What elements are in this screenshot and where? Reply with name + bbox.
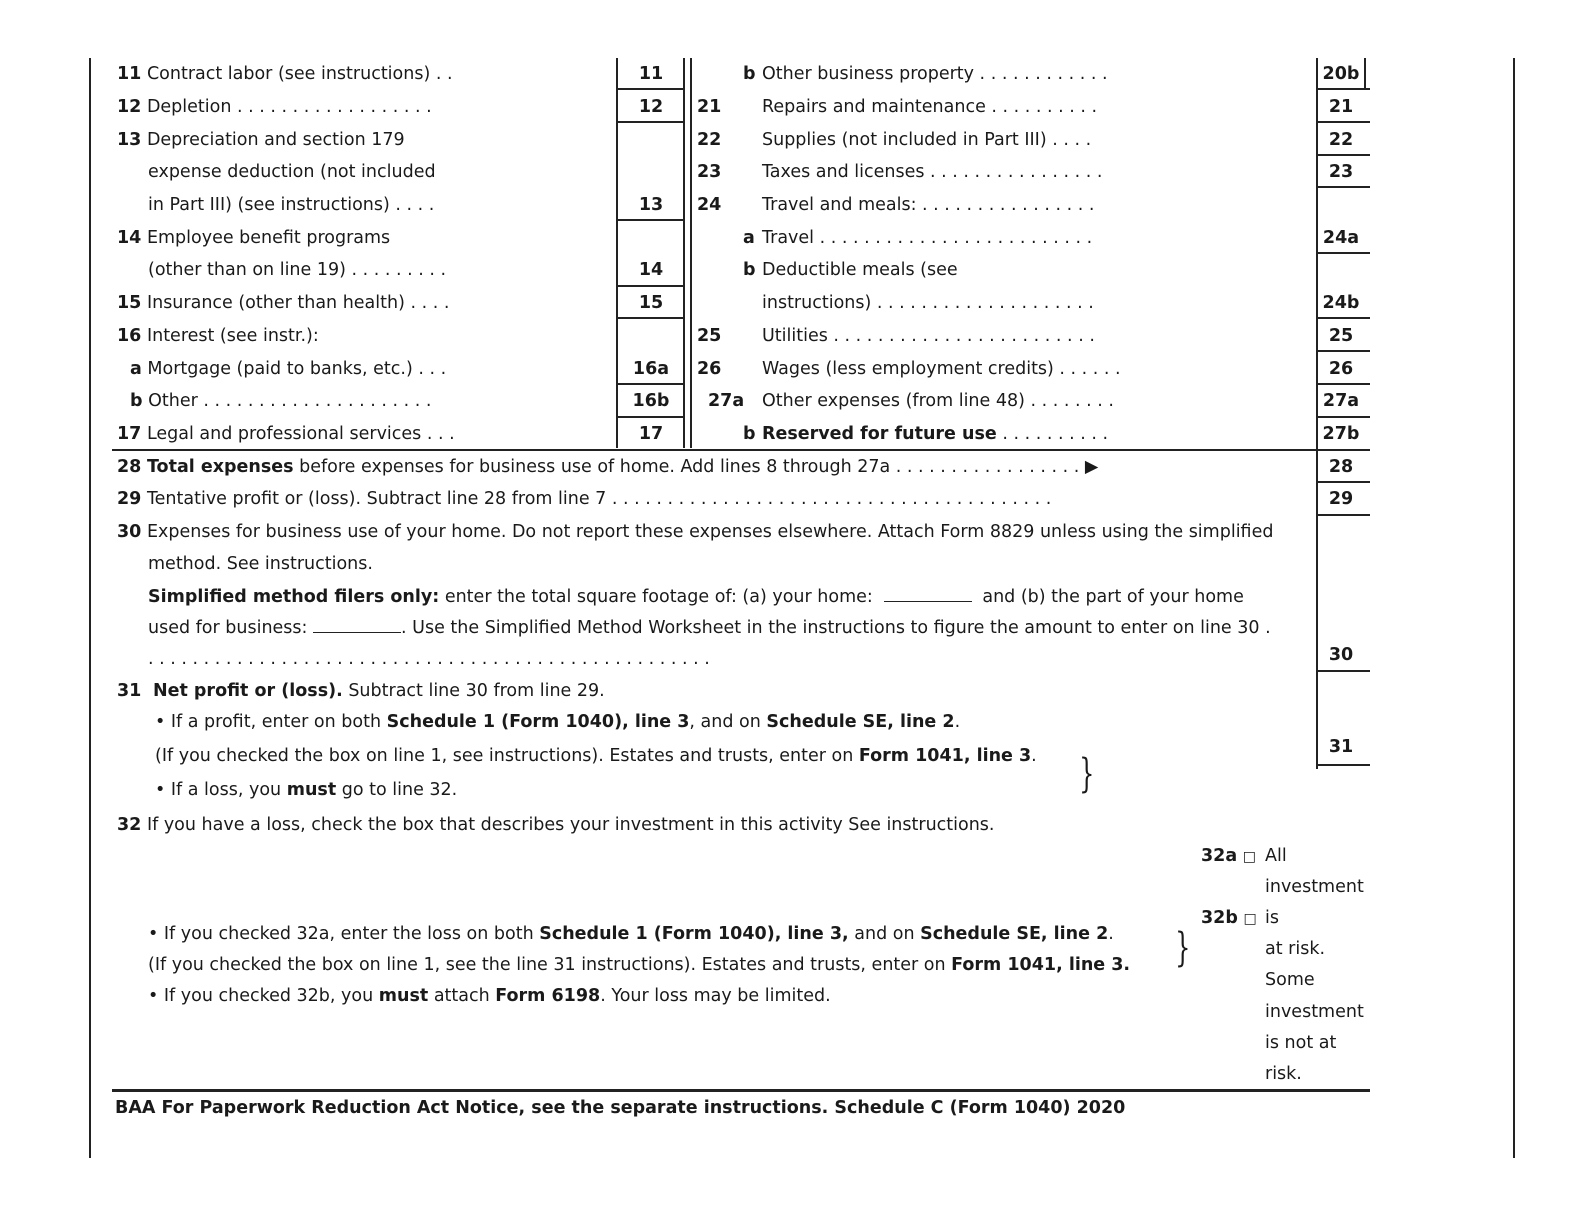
line-12-row	[117, 97, 432, 117]
line-number: 16	[117, 326, 142, 346]
text: . Your loss may be limited.	[600, 986, 831, 1006]
line-31-brace-icon: }	[1079, 751, 1095, 797]
line-27a-number: 27a	[708, 391, 745, 411]
line-30-simplified	[148, 585, 1244, 607]
text-bold: must	[286, 780, 337, 800]
line-21-label: Repairs and maintenance . . . . . . . . . .	[762, 97, 1098, 117]
text: and on	[848, 924, 921, 944]
line-27b-leader: . . . . . . . . . .	[996, 424, 1109, 444]
line-21-number: 21	[697, 97, 722, 117]
option-32a-text: at risk.	[1265, 939, 1326, 959]
line-number: 17	[117, 424, 142, 444]
line-28-label: before expenses for business use of home. Add lines 8 through 27a . . . . . . . . . . . . . . . . . ▶	[293, 457, 1099, 477]
amount-box-17[interactable]: 17	[638, 424, 664, 444]
option-32a[interactable]	[1201, 846, 1256, 867]
text: attach	[428, 986, 496, 1006]
line-label: Other . . . . . . . . . . . . . . . . . . . . .	[148, 391, 432, 411]
line-16b-row	[130, 391, 431, 411]
text-bold: Schedule SE, line 2	[920, 924, 1109, 944]
text-bold: Form 1041, line 3	[858, 746, 1032, 766]
text: (If you checked the box on line 1, see instructions). Estates and trusts, enter on	[155, 746, 859, 766]
line-15-row	[117, 293, 449, 313]
right-box-rule	[1316, 416, 1370, 418]
line-number: 32	[117, 815, 142, 835]
line-number: 29	[117, 489, 142, 509]
text-bold: Form 6198	[495, 986, 601, 1006]
line-13-cont: expense deduction (not included	[148, 162, 436, 182]
line-20b-label: Other business property . . . . . . . . . . . .	[762, 64, 1108, 84]
right-box-rule	[1316, 252, 1370, 254]
section-separator	[112, 449, 1370, 451]
amount-box-13[interactable]: 13	[638, 195, 664, 215]
line-26-label: Wages (less employment credits) . . . . . .	[762, 359, 1121, 379]
amount-box-27b[interactable]: 27b	[1322, 424, 1360, 444]
business-text: . Use the Simplified Method Worksheet in the instructions to figure the amount to enter on line 30 .	[401, 618, 1271, 638]
home-sqft-input[interactable]	[884, 585, 972, 602]
line-32-row	[117, 815, 994, 835]
line-22-number: 22	[697, 130, 722, 150]
right-box-rule	[1316, 670, 1370, 672]
line-28-bold: Total expenses	[146, 457, 294, 477]
line-11-row	[117, 64, 453, 84]
line-label: Employee benefit programs	[146, 228, 391, 248]
line-label: Mortgage (paid to banks, etc.) . . .	[147, 359, 447, 379]
line-24b-sub: b	[743, 260, 756, 280]
right-box-rule	[1316, 514, 1370, 516]
line-30-text-2: method. See instructions.	[148, 554, 373, 574]
amount-box-24b[interactable]: 24b	[1322, 293, 1360, 313]
line-16-row	[117, 326, 319, 346]
amount-box-16a[interactable]: 16a	[632, 359, 670, 379]
left-box-rule	[616, 219, 684, 221]
option-32b[interactable]	[1201, 908, 1257, 929]
line-number: 15	[117, 293, 142, 313]
line-number: 28	[117, 457, 142, 477]
line-30-text-1: Expenses for business use of your home. Do not report these expenses elsewhere. Attach Form 8829 unless using the simplified	[146, 522, 1274, 542]
line-number: b	[130, 391, 143, 411]
line-label: Legal and professional services . . .	[146, 424, 455, 444]
amount-box-25[interactable]: 25	[1328, 326, 1354, 346]
line-number: a	[130, 359, 142, 379]
line-label: Contract labor (see instructions) . .	[146, 64, 453, 84]
option-32b-text: is not at	[1265, 1033, 1337, 1053]
amount-box-31[interactable]: 31	[1328, 737, 1354, 757]
line-30-row	[117, 522, 1273, 542]
text: .	[954, 712, 961, 732]
right-box-rule	[1316, 350, 1370, 352]
line-24a-label: Travel . . . . . . . . . . . . . . . . . . . . . . . . .	[762, 228, 1093, 248]
option-32b-text: Some	[1265, 970, 1315, 990]
line-29-row	[117, 489, 1051, 509]
amount-box-15[interactable]: 15	[638, 293, 664, 313]
line-label: Depletion . . . . . . . . . . . . . . . . . .	[146, 97, 432, 117]
footer-rule	[112, 1089, 1370, 1092]
right-box-rule	[1316, 764, 1370, 766]
line-27b-bold: Reserved for future use	[762, 424, 997, 444]
line-28-row	[117, 457, 1098, 477]
line-number: 31	[117, 681, 142, 701]
text: (If you checked the box on line 1, see the line 31 instructions). Estates and trusts, enter on	[148, 955, 952, 975]
line-32-bullet-1	[148, 924, 1114, 944]
line-32-label: If you have a loss, check the box that describes your investment in this activity See instructions.	[146, 815, 995, 835]
amount-box-28[interactable]: 28	[1328, 457, 1354, 477]
text-bold: Form 1041, line 3.	[951, 955, 1131, 975]
line-31-bullet-1	[155, 712, 960, 732]
page-left-border	[89, 58, 91, 1158]
option-32b-text: investment	[1265, 1002, 1364, 1022]
right-box-rule	[1316, 154, 1370, 156]
line-13-cont: in Part III) (see instructions) . . . .	[148, 195, 435, 215]
text-bold: Schedule SE, line 2	[766, 712, 955, 732]
option-32a-text: All	[1265, 846, 1287, 866]
option-32b-label: 32b	[1201, 908, 1238, 928]
line-27b-label	[762, 424, 1108, 444]
amount-box-29[interactable]: 29	[1328, 489, 1354, 509]
line-26-number: 26	[697, 359, 722, 379]
left-box-rule	[616, 285, 684, 287]
text: • If a loss, you	[155, 780, 287, 800]
amount-box-30[interactable]: 30	[1328, 645, 1354, 665]
right-box-rule	[1316, 186, 1370, 188]
page-right-border	[1513, 58, 1515, 1158]
line-27a-label: Other expenses (from line 48) . . . . . . . .	[762, 391, 1114, 411]
option-32a-text: is	[1265, 908, 1279, 928]
option-32a-label: 32a	[1201, 846, 1238, 866]
text: go to line 32.	[336, 780, 458, 800]
right-box-rule	[1316, 88, 1370, 90]
line-20b-sub: b	[743, 64, 756, 84]
option-32a-text: investment	[1265, 877, 1364, 897]
left-box-rule	[616, 88, 684, 90]
left-box-rule	[616, 317, 684, 319]
business-sqft-input[interactable]	[313, 616, 401, 633]
line-31-bullet-2	[155, 746, 1037, 766]
line-30-leader: . . . . . . . . . . . . . . . . . . . . . . . . . . . . . . . . . . . . . . . . . . . . . . . . . . .	[148, 649, 710, 669]
text: • If you checked 32b, you	[148, 986, 379, 1006]
line-30-business	[148, 616, 1271, 638]
amount-box-14[interactable]: 14	[638, 260, 664, 280]
line-14-cont: (other than on line 19) . . . . . . . . .	[148, 260, 447, 280]
text-bold: must	[378, 986, 429, 1006]
line-number: 30	[117, 522, 142, 542]
right-box-rule	[1316, 121, 1370, 123]
line-24-label: Travel and meals: . . . . . . . . . . . . . . . .	[762, 195, 1095, 215]
line-number: 12	[117, 97, 142, 117]
line-label: Depreciation and section 179	[146, 130, 405, 150]
amount-box-11[interactable]: 11	[638, 64, 664, 84]
line-31-bullet-3	[155, 780, 457, 800]
line-13-row	[117, 130, 405, 150]
line-32-brace-icon: }	[1175, 925, 1191, 971]
amount-box-23[interactable]: 23	[1328, 162, 1354, 182]
line-23-number: 23	[697, 162, 722, 182]
text: .	[1108, 924, 1114, 944]
line-number: 11	[117, 64, 142, 84]
amount-box-12[interactable]: 12	[638, 97, 664, 117]
mid-divider	[690, 58, 692, 448]
line-25-label: Utilities . . . . . . . . . . . . . . . . . . . . . . . .	[762, 326, 1095, 346]
line-16a-row	[130, 359, 446, 379]
line-27b-sub: b	[743, 424, 756, 444]
line-24a-sub: a	[743, 228, 755, 248]
line-29-label: Tentative profit or (loss). Subtract line 28 from line 7 . . . . . . . . . . . . . . . . . . . . . . . . . . . . . . . . . . . . . . . .	[146, 489, 1052, 509]
amount-box-26[interactable]: 26	[1328, 359, 1354, 379]
amount-box-27a[interactable]: 27a	[1322, 391, 1360, 411]
text-bold: Schedule 1 (Form 1040), line 3	[386, 712, 690, 732]
right-box-rule	[1316, 481, 1370, 483]
text: • If a profit, enter on both	[155, 712, 387, 732]
line-31-title: Subtract line 30 from line 29.	[342, 681, 605, 701]
amount-box-20b[interactable]: 20b	[1322, 64, 1360, 84]
left-box-rule	[616, 121, 684, 123]
line-31-row	[117, 681, 605, 701]
checkbox-32a-icon[interactable]: □	[1242, 849, 1256, 865]
right-box-rule	[1316, 317, 1370, 319]
left-box-rule	[616, 383, 684, 385]
business-label: used for business:	[148, 618, 308, 638]
checkbox-32b-icon[interactable]: □	[1243, 911, 1257, 927]
line-number: 14	[117, 228, 142, 248]
text: • If you checked 32a, enter the loss on both	[148, 924, 540, 944]
option-32b-text: risk.	[1265, 1064, 1302, 1084]
line-label: Interest (see instr.):	[146, 326, 319, 346]
right-box-rule	[1316, 383, 1370, 385]
line-17-row	[117, 424, 455, 444]
simplified-text-end: and (b) the part of your home	[982, 587, 1244, 607]
line-31-title-bold: Net profit or (loss).	[152, 681, 343, 701]
amount-box-24a[interactable]: 24a	[1322, 228, 1360, 248]
line-number: 13	[117, 130, 142, 150]
simplified-label: Simplified method filers only:	[148, 587, 440, 607]
left-box-rule	[616, 416, 684, 418]
amount-box-21[interactable]: 21	[1328, 97, 1354, 117]
amount-box-16b[interactable]: 16b	[632, 391, 670, 411]
line-24-number: 24	[697, 195, 722, 215]
text-bold: Schedule 1 (Form 1040), line 3,	[539, 924, 849, 944]
line-25-number: 25	[697, 326, 722, 346]
line-14-row	[117, 228, 390, 248]
line-24b-cont: instructions) . . . . . . . . . . . . . . . . . . . .	[762, 293, 1094, 313]
line-23-label: Taxes and licenses . . . . . . . . . . . . . . . .	[762, 162, 1103, 182]
line-22-label: Supplies (not included in Part III) . . . .	[762, 130, 1092, 150]
form-footer: BAA For Paperwork Reduction Act Notice, see the separate instructions. Schedule C (Form 1040) 2020	[115, 1098, 1126, 1118]
right-box-right-border	[1364, 58, 1366, 88]
line-32-bullet-3	[148, 986, 831, 1006]
text: .	[1031, 746, 1037, 766]
simplified-text: enter the total square footage of: (a) your home:	[439, 587, 873, 607]
line-32-bullet-2	[148, 955, 1130, 975]
text: , and on	[689, 712, 767, 732]
line-24b-label: Deductible meals (see	[762, 260, 958, 280]
line-label: Insurance (other than health) . . . .	[146, 293, 450, 313]
amount-box-22[interactable]: 22	[1328, 130, 1354, 150]
